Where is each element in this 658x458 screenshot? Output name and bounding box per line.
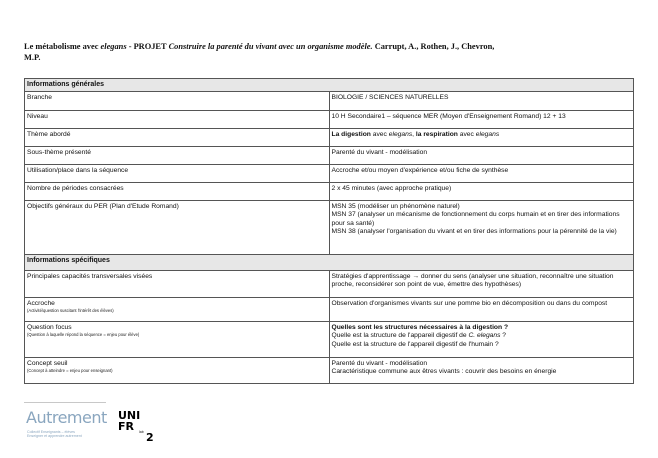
- row-capacites: Principales capacités transversales visées Stratégies d'apprentissage → donner du sens (analyser une situation, reconnaître une situation proche, reconsidérer son point de vue, émettre des hypothèses): [25, 271, 634, 298]
- section-general: Informations générales: [25, 79, 634, 92]
- section-specific: Informations spécifiques: [25, 255, 634, 271]
- row-concept: Concept seuil (Concept à atteindre = enjeu pour enseignant) Parenté du vivant - modélisation Caractéristique commune aux êtres vivants : couvrir des besoins en énergie: [25, 358, 634, 384]
- objectif-msn35: MSN 35 (modéliser un phénomène naturel): [331, 203, 460, 211]
- row-question: Question focus (Question à laquelle répond la séquence = enjeu pour élève) Quelles sont les structures nécessaires à la digestion ? Quelle est la structure de l'appareil digestif de C. elegans ? Quelle est la structure de l'appareil digestif de l'humain ?: [25, 322, 634, 358]
- row-niveau: Niveau 10 H Secondaire1 – séquence MER (Moyen d'Enseignement Romand) 12 + 13: [25, 111, 634, 129]
- objectif-msn38: MSN 38 (analyser l'organisation du vivant et en tirer des informations pour la pérennité de la vie): [331, 227, 617, 235]
- info-table: [24, 78, 634, 384]
- row-utilisation: Utilisation/place dans la séquence Accroche et/ou moyen d'expérience et/ou fiche de synthèse: [25, 165, 634, 183]
- document-title: Le métabolisme avec elegans - PROJET Construire la parenté du vivant avec un organisme modèle. Carrupt, A., Rothen, J., Chevron, M.P.: [24, 42, 495, 62]
- row-objectifs: Objectifs généraux du PER (Plan d'Etude Romand) MSN 35 (modéliser un phénomène naturel) MSN 37 (analyser un mécanisme de fonctionnement du corps humain et en tirer des informations pour sa santé) MSN 38 (analyser l'organisation du vivant et en tirer des informations pour la pérennité de la vie): [25, 201, 634, 255]
- row-theme: Thème abordé La digestion avec elegans, la respiration avec elegans: [25, 129, 634, 147]
- objectif-msn37: MSN 37 (analyser un mécanisme de fonctionnement du corps humain et en tirer des informations pour sa santé): [331, 211, 620, 227]
- row-accroche: Accroche (Activité/question suscitant l'intérêt des élèves) Observation d'organismes vivants sur une pomme bio en décomposition ou dans du compost: [25, 298, 634, 322]
- unifr-logo: UNI FR lab 2: [118, 409, 154, 444]
- row-branche: Branche BIOLOGIE / SCIENCES NATURELLES: [25, 92, 634, 111]
- row-soustheme: Sous-thème présenté Parenté du vivant - modélisation: [25, 147, 634, 165]
- autrement-logo: Autrement Collectif Enseignants – élèves Enseigner et apprendre autrement: [24, 402, 106, 447]
- row-periodes: Nombre de périodes consacrées 2 x 45 minutes (avec approche pratique): [25, 183, 634, 201]
